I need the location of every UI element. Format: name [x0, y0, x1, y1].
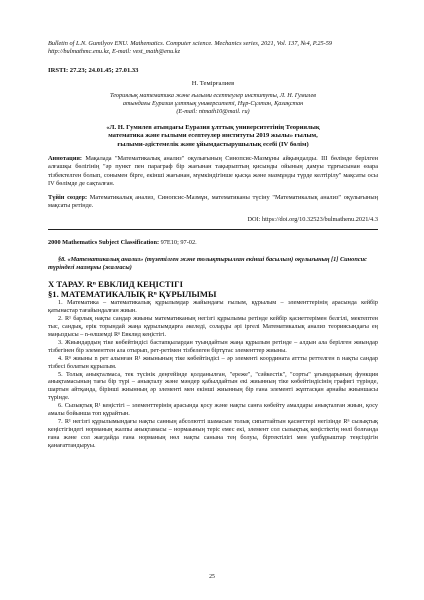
paragraph: 1. Математика – математикалық құрылымдар жайындағы ғылым, құрылым – элементтерінің арасында кейбір қатынастар тағайындалған жиын. [48, 299, 378, 315]
msc-classification [48, 239, 378, 246]
keywords [48, 194, 378, 210]
irsti-codes: IRSTI: 27.23; 24.01.45; 27.01.33 [48, 66, 139, 74]
author-affiliation [48, 92, 378, 116]
title-line: ғылыми-әдістемелік және ұйымдастырушылық есебі (IV бөлім) [117, 140, 309, 148]
affiliation-email: (E-mail: ntmath10@mail. ru) [176, 107, 250, 115]
section-reference: §8. «Математикалық анализ» (түзетілген және толықтырылған екінші басылым) оқулығының [1] Синопсис түріндегі мазмұны (жалғасы) [48, 255, 367, 272]
paragraph: 7. R¹ негізгі құрылымындағы нақты санның абсолютті шамасын толық сипаттайтын қасиеттері негізінде Rⁿ сызықтық кеңістігіндегі норманың жалпы анықтамасы – нормаының теріс емес екі, элемент сол сызықтық кеңістіктің нөлі болғанда ғана және сол жағдайда ғана норманың нөл нақты санына тең болуы, біртектілігі мен үшбұрыштар теңсіздігін қанағаттандыруы. [48, 417, 378, 449]
paragraph: 3. Жиындардың тіке көбейтіндісі бастапқылардан туындайтын жаңа құрылым ретінде – алдын ала берілген жиындар тізбегінен бір элементтен ала отырып, рет-ретімен тізбелеген біртұтас элементтер жиыны. [48, 338, 378, 354]
paper-page [48, 40, 378, 450]
paragraph: 4. Rⁿ жиыны n рет алынған R¹ жиынының тіке көбейтіндісі – әр элементі координата аттты реттелген n нақты сандар тізбесі болатын құрылым. [48, 354, 378, 370]
paper-title [48, 124, 378, 150]
journal-header [48, 40, 378, 57]
title-line: математика және ғылыми есептеулер институты 2019 жылы» ғылым, [108, 132, 318, 140]
msc-codes: 97E10; 97-02. [159, 238, 197, 246]
journal-contact: http://bulmathmc.enu.kz, E-mail: vest_math@enu.kz [48, 48, 181, 56]
subsection-heading: §1. МАТЕМАТИКАЛЫҚ Rⁿ ҚҰРЫЛЫМЫ [48, 289, 217, 300]
affiliation-line: Теориялық математика және ғылыми есептеулер институты, Л. Н. Гумилев [110, 91, 316, 99]
title-line: «Л. Н. Гумилев атындағы Еуразия ұлттық университетінің Теориялық [106, 123, 320, 131]
doi-link[interactable]: DOI: https://doi.org/10.32523/bulmathenu.2021/4.3 [247, 215, 378, 223]
keywords-text: Математикалық анализ, Синопсис-Мазмұн, математиканы түсіну "Математикалық анализ" оқулығының мақсаты ретінде. [48, 193, 378, 209]
author-name: Н. Темірғалиев [191, 79, 235, 87]
keywords-label: Түйін сөздер: [48, 193, 88, 201]
annotation-text: Мақалада "Математикалық анализ" оқулығының Синопсис-Мазмұны айқындалды. III бөлімде берілген алғашқы бөлігінің "әр пункт пен параграф бір жағынан тақырыптың қисынды ойының дамуы тұрғысынан өзара тізбектелген болып, сонымен бірге, екінші жағынан, мүмкіндігінше қысқа және мазмұнды түрде келтірілу" мақсаты осы IV бөлімде де сақталған. [48, 155, 378, 187]
divider [48, 229, 378, 230]
body-text [48, 299, 378, 449]
annotation [48, 155, 378, 187]
page-number: 25 [209, 574, 215, 580]
chapter-heading: Х ТАРАУ. Rⁿ ЕВКЛИД КЕҢІСТІГІ [48, 279, 183, 290]
paragraph: 5. Толық анықталмаса, тек түсінік деңгейінде қолданылған, "ереже", "сәйкестік", "сорты" ұғымдарының функция анықтамасының тағы бір түрі – анықталу және мәндер қабылдайтын екі жиынның тіке көбейтіндісінің графигі түрінде, шартын айтқанда, бірінші жиынның әр элементі мен екінші жиынның бір ғана элементі жұптасқан арнайы жиыншасы түрінде. [48, 370, 378, 402]
paragraph: 6. Сызықтық R¹ кеңістігі – элементтерінің арасында қосу және нақты санға көбейту амалдары анықталған жиын, қосу амалы бойынша топ құрайтын. [48, 402, 378, 418]
journal-citation: Bulletin of L.N. Gumilyov ENU. Mathematics. Computer science. Mechanics series, 2021, Vol. 137, №4, P.25-59 [48, 40, 333, 47]
paragraph: 2. R¹ барлық нақты сандар жиыны математиканың негізгі құрылымы ретінде кейбір қасиеттерімен белгілі, мектептен тыс, сандық, ерік торындай жаңа құрылымдарға әкеледі, соларды әрі іргелі Математикалық анализ теориясындағы ең маңыздысы – n-өлшемді Rⁿ Евклид кеңістігі. [48, 315, 378, 338]
msc-label: 2000 Mathematics Subject Classification: [48, 238, 160, 246]
affiliation-line: атындағы Еуразия ұлттық университеті, Нұр-Сұлтан, Қазақстан [122, 99, 304, 107]
annotation-label: Аннотация: [48, 155, 82, 163]
